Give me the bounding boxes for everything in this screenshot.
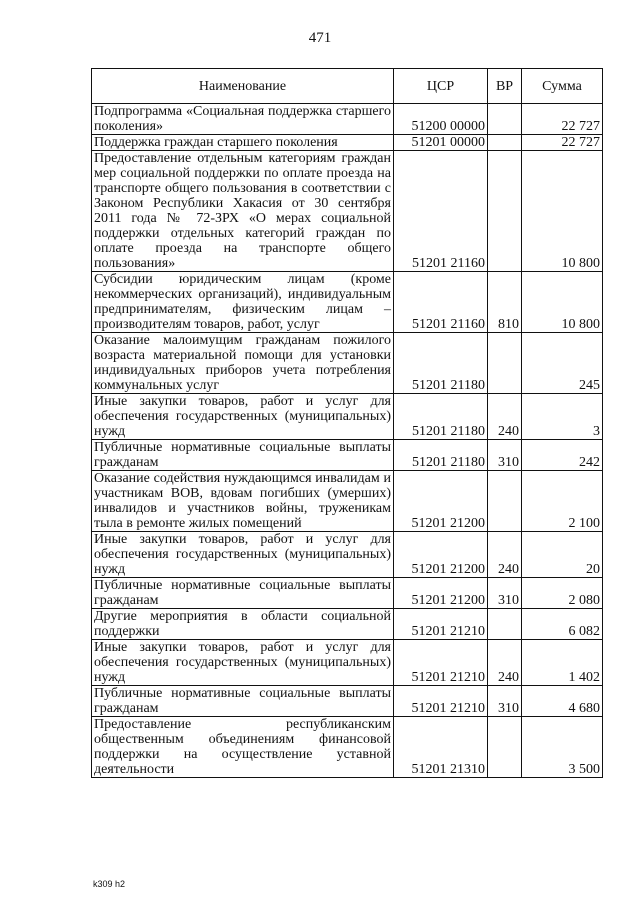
cell-name: Субсидии юридическим лицам (кроме некоммерческих организаций), индивидуальным предпринимателям, физическим лицам – производителям товаров, работ, услуг	[92, 272, 394, 333]
cell-csr: 51201 00000	[394, 135, 488, 151]
table-row	[92, 640, 603, 686]
cell-csr: 51201 21180	[394, 440, 488, 471]
cell-vr	[488, 609, 522, 640]
table-row	[92, 578, 603, 609]
table-row	[92, 609, 603, 640]
cell-vr	[488, 333, 522, 394]
table-row	[92, 272, 603, 333]
cell-csr: 51201 21160	[394, 151, 488, 272]
table-row	[92, 394, 603, 440]
cell-sum: 10 800	[522, 151, 603, 272]
cell-csr: 51201 21180	[394, 394, 488, 440]
cell-vr	[488, 104, 522, 135]
cell-name: Публичные нормативные социальные выплаты гражданам	[92, 440, 394, 471]
budget-table	[91, 68, 603, 778]
column-header-sum: Сумма	[522, 69, 603, 104]
table-row	[92, 717, 603, 778]
cell-sum: 245	[522, 333, 603, 394]
table-row	[92, 532, 603, 578]
cell-name: Поддержка граждан старшего поколения	[92, 135, 394, 151]
cell-sum: 3 500	[522, 717, 603, 778]
cell-sum: 2 080	[522, 578, 603, 609]
cell-name: Подпрограмма «Социальная поддержка старшего поколения»	[92, 104, 394, 135]
cell-vr: 810	[488, 272, 522, 333]
cell-name: Предоставление республиканским общественным объединениям финансовой поддержки на осуществление уставной деятельности	[92, 717, 394, 778]
page-number: 471	[308, 30, 332, 46]
footer-code: k309 h2	[93, 879, 126, 889]
cell-csr: 51201 21200	[394, 578, 488, 609]
cell-name: Иные закупки товаров, работ и услуг для обеспечения государственных (муниципальных) нужд	[92, 394, 394, 440]
cell-vr: 310	[488, 440, 522, 471]
table-row	[92, 333, 603, 394]
cell-csr: 51201 21200	[394, 532, 488, 578]
cell-sum: 6 082	[522, 609, 603, 640]
cell-sum: 4 680	[522, 686, 603, 717]
cell-vr: 240	[488, 532, 522, 578]
cell-vr	[488, 151, 522, 272]
cell-sum: 22 727	[522, 104, 603, 135]
cell-name: Публичные нормативные социальные выплаты гражданам	[92, 686, 394, 717]
cell-sum: 10 800	[522, 272, 603, 333]
cell-csr: 51201 21200	[394, 471, 488, 532]
table-body	[92, 104, 603, 778]
cell-sum: 2 100	[522, 471, 603, 532]
cell-vr	[488, 135, 522, 151]
column-header-csr: ЦСР	[394, 69, 488, 104]
cell-name: Предоставление отдельным категориям граждан мер социальной поддержки по оплате проезда на транспорте общего пользования в соответствии с Законом Республики Хакасия от 30 сентября 2011 года № 72-ЗРХ «О мерах социальной поддержки отдельных категорий граждан по оплате проезда на транспорте общего пользования»	[92, 151, 394, 272]
cell-sum: 242	[522, 440, 603, 471]
table-row	[92, 135, 603, 151]
cell-csr: 51201 21210	[394, 609, 488, 640]
column-header-vr: ВР	[488, 69, 522, 104]
cell-csr: 51200 00000	[394, 104, 488, 135]
cell-name: Другие мероприятия в области социальной поддержки	[92, 609, 394, 640]
cell-name: Оказание малоимущим гражданам пожилого возраста материальной помощи для установки индивидуальных приборов учета потребления коммунальных услуг	[92, 333, 394, 394]
cell-name: Оказание содействия нуждающимся инвалидам и участникам ВОВ, вдовам погибших (умерших) инвалидов и участников войны, труженикам тыла в ремонте жилых помещений	[92, 471, 394, 532]
table-row	[92, 151, 603, 272]
cell-csr: 51201 21180	[394, 333, 488, 394]
cell-sum: 22 727	[522, 135, 603, 151]
cell-vr: 240	[488, 640, 522, 686]
table-header-row	[92, 69, 603, 104]
column-header-name: Наименование	[92, 69, 394, 104]
cell-vr: 240	[488, 394, 522, 440]
cell-sum: 3	[522, 394, 603, 440]
cell-vr: 310	[488, 578, 522, 609]
cell-csr: 51201 21160	[394, 272, 488, 333]
cell-sum: 20	[522, 532, 603, 578]
table-row	[92, 686, 603, 717]
cell-csr: 51201 21310	[394, 717, 488, 778]
cell-name: Иные закупки товаров, работ и услуг для обеспечения государственных (муниципальных) нужд	[92, 532, 394, 578]
cell-sum: 1 402	[522, 640, 603, 686]
cell-vr	[488, 471, 522, 532]
table-row	[92, 440, 603, 471]
table-row	[92, 104, 603, 135]
cell-csr: 51201 21210	[394, 686, 488, 717]
cell-csr: 51201 21210	[394, 640, 488, 686]
cell-name: Публичные нормативные социальные выплаты гражданам	[92, 578, 394, 609]
cell-name: Иные закупки товаров, работ и услуг для обеспечения государственных (муниципальных) нужд	[92, 640, 394, 686]
table-row	[92, 471, 603, 532]
cell-vr	[488, 717, 522, 778]
cell-vr: 310	[488, 686, 522, 717]
